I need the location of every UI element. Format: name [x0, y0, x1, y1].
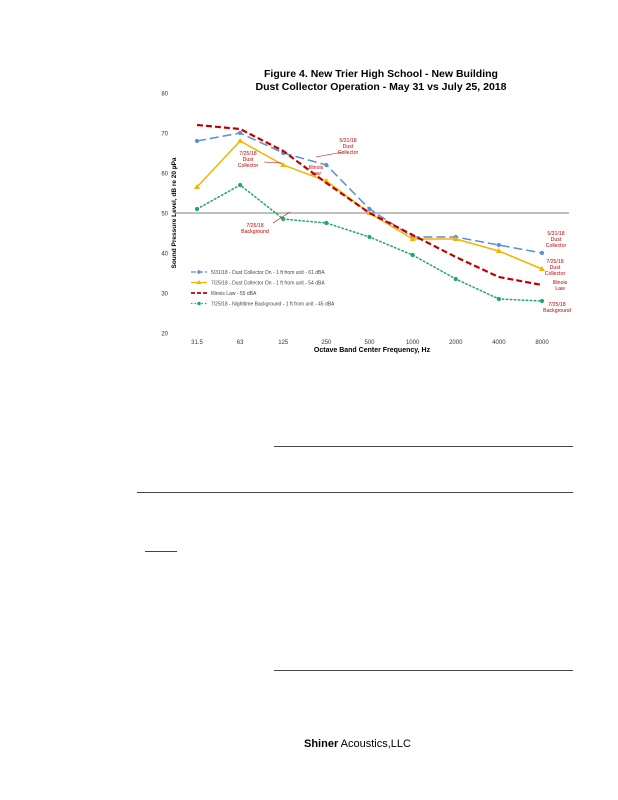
chart-subtitle: Dust Collector Operation - May 31 vs July 25, 2018: [255, 81, 507, 93]
x-tick-label: 1000: [405, 340, 420, 346]
data-point: [411, 253, 415, 257]
data-point: [497, 243, 501, 247]
data-point: [324, 163, 328, 167]
annotation-label: 5/31/18 Dust Collector: [337, 138, 359, 156]
annotation-label: 5/31/18 Dust Collector: [545, 231, 567, 249]
footer-brand: Shiner: [304, 738, 339, 750]
x-tick-label: 250: [321, 340, 332, 346]
y-tick-label: 60: [161, 171, 168, 178]
data-point: [540, 251, 544, 255]
company-footer: [304, 738, 411, 750]
divider-line-4: [274, 670, 573, 671]
divider-line-1: [274, 446, 573, 447]
x-tick-label: 500: [364, 340, 375, 346]
x-tick-label: 63: [236, 340, 244, 346]
legend-entry: 7/25/18 - Nighttime Background - 1 ft from unit - 45 dBA: [211, 301, 335, 308]
x-tick-label: 31.5: [191, 340, 203, 346]
divider-line-3: [145, 551, 177, 552]
annotation-label: 7/25/18 Dust Collector: [544, 259, 566, 277]
legend-entry: Illinois Law - 55 dBA: [211, 291, 257, 297]
x-tick-label: 125: [278, 340, 289, 346]
y-tick-label: 80: [161, 91, 168, 98]
series-line-3: [197, 125, 542, 285]
x-tick-label: 2000: [449, 340, 463, 346]
legend-entry: 7/25/18 - Dust Collector On - 1 ft from unit - 54 dBA: [211, 280, 325, 287]
data-point: [454, 277, 458, 281]
chart-title: Figure 4. New Trier High School - New Building: [264, 68, 498, 80]
divider-line-2: [137, 492, 573, 493]
data-point: [195, 207, 199, 211]
y-tick-label: 40: [161, 251, 168, 258]
data-point: [540, 299, 544, 303]
y-tick-label: 30: [161, 291, 168, 298]
legend-entry: 5/31/18 - Dust Collector On - 1 ft from unit - 61 dBA: [211, 270, 325, 276]
y-tick-label: 20: [161, 331, 168, 338]
legend-marker: [197, 270, 201, 274]
data-point: [195, 139, 199, 143]
x-axis-label: Octave Band Center Frequency, Hz: [313, 347, 431, 354]
data-point: [324, 221, 328, 225]
data-point: [238, 183, 242, 187]
y-tick-label: 50: [161, 211, 168, 218]
annotation-label: 7/25/18 Background: [543, 302, 571, 314]
annotation-label: Illinois Law: [552, 280, 568, 292]
legend-marker: [197, 302, 201, 306]
data-point: [367, 235, 371, 239]
x-tick-label: 4000: [492, 340, 506, 346]
data-point: [238, 131, 242, 135]
annotation-arrow: [273, 212, 290, 223]
footer-suffix: Acoustics,LLC: [338, 738, 411, 750]
annotation-label: 7/25/18 Dust Collector: [237, 151, 259, 169]
y-axis-label: Sound Pressure Level, dB re 20 µPa: [171, 157, 178, 269]
data-point: [497, 297, 501, 301]
annotation-label: Illinois Law: [308, 165, 324, 177]
data-point: [237, 138, 243, 143]
octave-band-chart: [0, 0, 618, 360]
chart-container: [0, 0, 618, 360]
x-tick-label: 8000: [535, 340, 549, 346]
annotation-label: 7/25/18 Background: [241, 223, 269, 235]
y-tick-label: 70: [161, 131, 168, 138]
